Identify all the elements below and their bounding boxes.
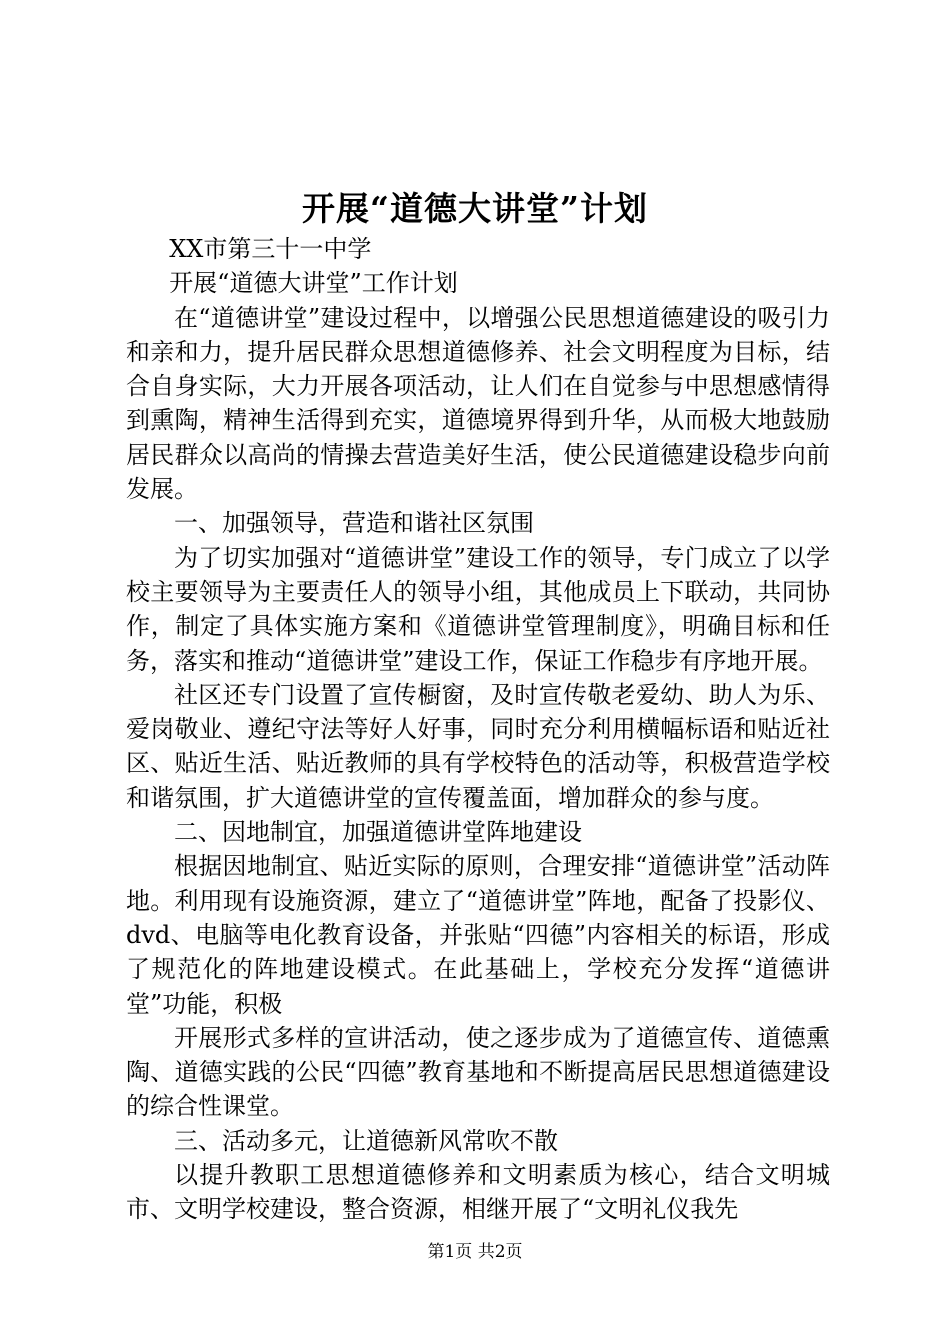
section-2-paragraph-1: 根据因地制宜、贴近实际的原则，合理安排“道德讲堂”活动阵地。利用现有设施资源，建立了“道德讲堂”阵地，配备了投影仪、dvd、电脑等电化教育设备，并张贴“四德”内容相关的标语，形成了规范化的阵地建设模式。在此基础上，学校充分发挥“道德讲堂”功能，积极 — [126, 852, 830, 1018]
section-1-paragraph-2: 社区还专门设置了宣传橱窗，及时宣传敬老爱幼、助人为乐、爱岗敬业、遵纪守法等好人好事，同时充分利用横幅标语和贴近社区、贴近生活、贴近教师的具有学校特色的活动等，积极营造学校和谐氛围，扩大道德讲堂的宣传覆盖面，增加群众的参与度。 — [126, 680, 830, 812]
section-2-paragraph-2: 开展形式多样的宣讲活动，使之逐步成为了道德宣传、道德熏陶、道德实践的公民“四德”教育基地和不断提高居民思想道德建设的综合性课堂。 — [126, 1023, 830, 1121]
intro-paragraph: 在“道德讲堂”建设过程中，以增强公民思想道德建设的吸引力和亲和力，提升居民群众思想道德修养、社会文明程度为目标，结合自身实际，大力开展各项活动，让人们在自觉参与中思想感情得到熏陶，精神生活得到充实，道德境界得到升华，从而极大地鼓励居民群众以高尚的情操去营造美好生活，使公民道德建设稳步向前发展。 — [126, 303, 830, 504]
school-name-line: XX市第三十一中学 — [169, 235, 372, 263]
document-body — [126, 232, 830, 1227]
section-heading-2: 二、因地制宜，加强道德讲堂阵地建设 — [174, 818, 582, 847]
section-heading-1: 一、加强领导，营造和谐社区氛围 — [174, 509, 534, 538]
page-footer: 第1页 共2页 — [427, 1242, 523, 1262]
plan-subtitle-line: 开展“道德大讲堂”工作计划 — [169, 269, 458, 298]
document-title: 开展“道德大讲堂”计划 — [302, 189, 648, 228]
section-3-paragraph-1: 以提升教职工思想道德修养和文明素质为核心，结合文明城市、文明学校建设，整合资源，相继开展了“文明礼仪我先 — [126, 1161, 830, 1224]
section-heading-3: 三、活动多元，让道德新风常吹不散 — [174, 1126, 558, 1155]
section-1-paragraph-1: 为了切实加强对“道德讲堂”建设工作的领导，专门成立了以学校主要领导为主要责任人的领导小组，其他成员上下联动，共同协作，制定了具体实施方案和《道德讲堂管理制度》，明确目标和任务，落实和推动“道德讲堂”建设工作，保证工作稳步有序地开展。 — [126, 543, 830, 675]
